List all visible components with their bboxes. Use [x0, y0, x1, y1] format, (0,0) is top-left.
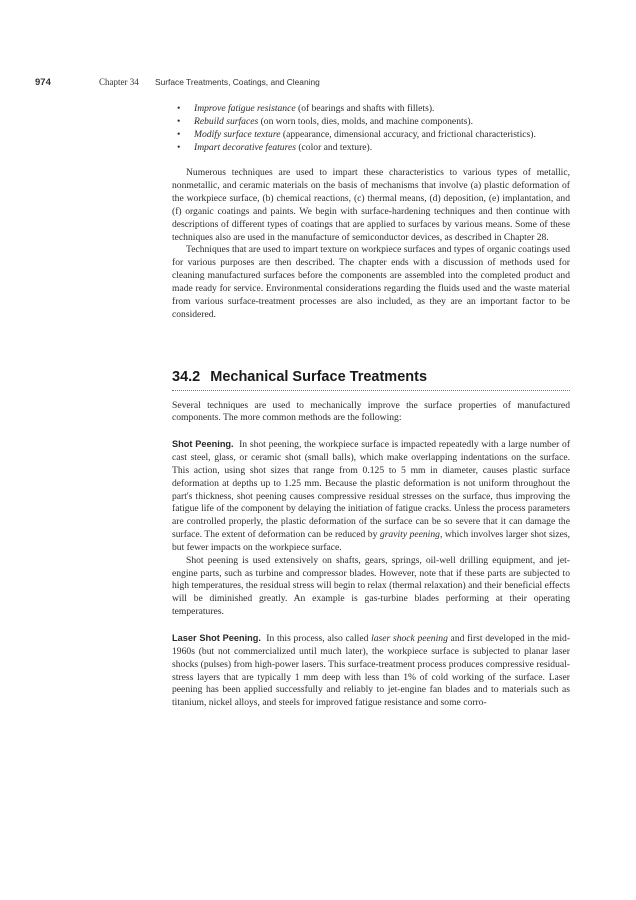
intro-paragraph-2: Techniques that are used to impart texture on workpiece surfaces and types of organic coatings used for various purposes are then described. The chapter ends with a discussion of methods used for cleaning manufactured surfaces before the components are assembled into the completed product and made ready for service. Environmental considerations regarding the fluids used and the waste material from various surface-treatment processes are also included, as they are an important factor to be considered.	[172, 244, 570, 320]
laser-shock-peening-term: laser shock peening	[371, 633, 448, 644]
bullet-text: (of bearings and shafts with fillets).	[295, 103, 435, 114]
bullet-icon: •	[177, 141, 181, 153]
bullet-text: (appearance, dimensional accuracy, and frictional characteristics).	[280, 128, 536, 140]
spacer	[172, 322, 570, 368]
page-body	[172, 103, 570, 710]
chapter-label: Chapter 34	[99, 77, 139, 87]
shot-peening-text: In shot peening, the workpiece surface is impacted repeatedly with a large number of cast steel, glass, or ceramic shot (small balls), which make overlapping indentations on the surface. This action, using shot sizes that range from 0.125 to 5 mm in diameter, causes plastic surface deformation at depths up to 1.25 mm. Because the plastic deformation is not uniform throughout the part's thickness, shot peening causes compressive residual stresses on the surface, thus improving the fatigue life of the component by delaying the initiation of fatigue cracks. Unless the process parameters are controlled properly, the plastic deformation of the surface can be so severe that it can damage the surface. The extent of deformation can be reduced by	[172, 439, 571, 541]
laser-peening-paragraph	[172, 632, 570, 710]
laser-peening-heading: Laser Shot Peening.	[172, 633, 261, 643]
section-number: 34.2	[172, 368, 201, 385]
shot-peening-paragraph-1	[172, 438, 570, 555]
laser-peening-text: In this process, also called	[266, 633, 372, 644]
bullet-item	[172, 116, 570, 129]
bullet-text: (color and texture).	[295, 141, 373, 153]
shot-peening-heading: Shot Peening.	[172, 439, 234, 450]
intro-paragraph-1: Numerous techniques are used to impart these characteristics to various types of metallic, nonmetallic, and ceramic materials on the basis of mechanisms that involve (a) plastic deformation of the workpiece surface, (b) chemical reactions, (c) thermal means, (d) deposition, (e) implantation, and (f) organic coatings and paints. We begin with surface-hardening techniques and then continue with descriptions of different types of coatings that are applied to surfaces by various means. Some of these techniques also are used in the manufacture of semiconductor devices, as described in Chapter 28.	[172, 167, 570, 243]
bullet-icon: •	[177, 115, 181, 127]
spacer	[172, 154, 570, 167]
section-title: Mechanical Surface Treatments	[210, 368, 428, 385]
bullet-item	[172, 129, 570, 142]
spacer	[172, 619, 570, 632]
bullet-item	[172, 103, 570, 116]
section-intro: Several techniques are used to mechanically improve the surface properties of manufactured components. The more common methods are the following:	[172, 399, 570, 424]
page-number: 974	[35, 77, 51, 88]
bullet-text: (on worn tools, dies, molds, and machine components).	[258, 115, 473, 127]
bullet-list	[172, 103, 570, 154]
shot-peening-text-end: , which involves larger shot sizes, but fewer impacts on the workpiece surface.	[172, 529, 570, 553]
chapter-title: Surface Treatments, Coatings, and Cleaning	[155, 77, 320, 87]
section-heading	[172, 368, 570, 391]
bullet-icon: •	[177, 103, 181, 114]
shot-peening-paragraph-2: Shot peening is used extensively on shafts, gears, springs, oil-well drilling equipment, and jet-engine parts, such as turbine and compressor blades. However, note that if these parts are subjected to high temperatures, the residual stress will begin to relax (thermal relaxation) and their beneficial effects will be diminished greatly. An example is gas-turbine blades performing at their operating temperatures.	[172, 554, 570, 618]
spacer	[172, 425, 570, 438]
bullet-term: Impart decorative features	[194, 141, 296, 153]
running-header	[35, 77, 595, 91]
bullet-icon: •	[177, 128, 181, 140]
bullet-term: Modify surface texture	[194, 128, 281, 140]
bullet-term: Rebuild surfaces	[194, 115, 259, 127]
gravity-peening-term: gravity peening	[379, 529, 440, 541]
laser-peening-text-end: and first developed in the mid-1960s (but not commercialized until much later), the workpiece surface is subjected to planar laser shocks (pulses) from high-power lasers. This surface-treatment process produces compressive residual-stress layers that are typically 1 mm deep with less than 1% of cold working of the surface. Laser peening has been applied successfully and reliably to jet-engine fan blades and to materials such as titanium, nickel alloys, and steels for improved fatigue resistance and some corro-	[172, 633, 571, 709]
bullet-item	[172, 142, 570, 155]
bullet-term: Improve fatigue resistance	[194, 103, 296, 114]
